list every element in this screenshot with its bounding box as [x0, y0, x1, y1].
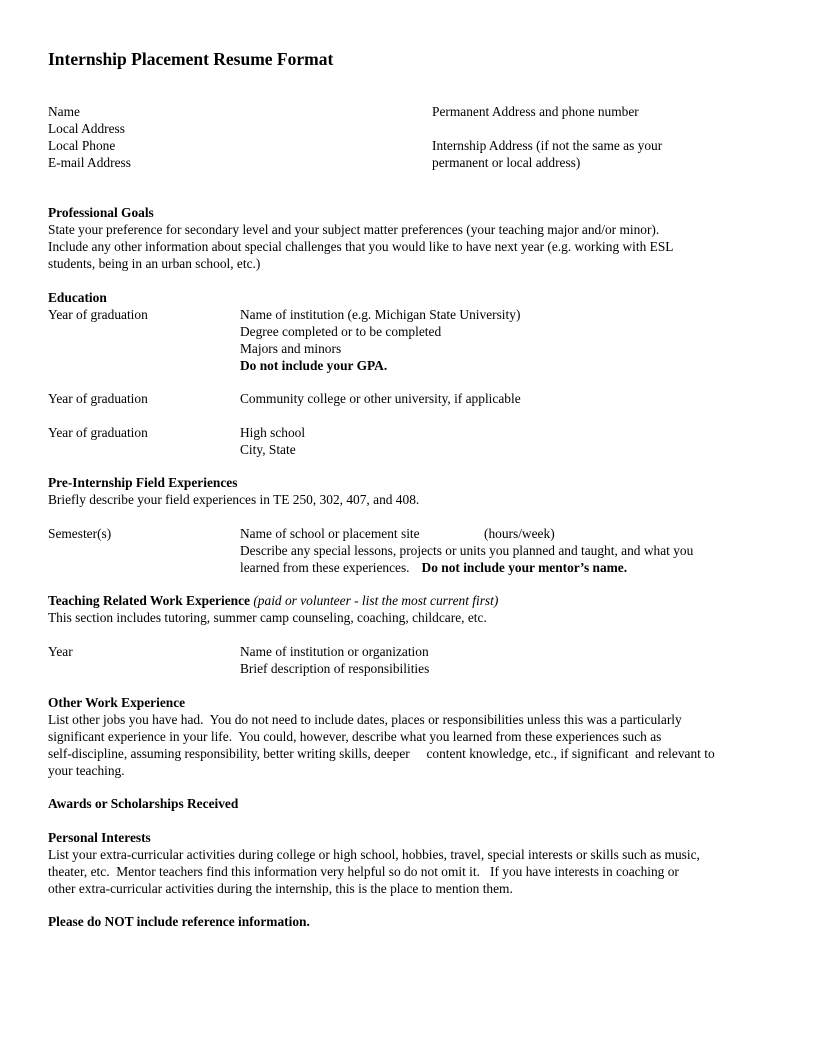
entry-label: Year of graduation — [48, 307, 148, 322]
detail-line: City, State — [240, 442, 296, 457]
entry-label: Year of graduation — [48, 425, 148, 440]
section-heading-line — [48, 592, 498, 609]
contact-right — [432, 103, 662, 171]
paragraph-line: State your preference for secondary level and your subject matter preferences (your teaching major and/or minor). — [48, 222, 660, 237]
internship-address-line2: permanent or local address) — [432, 155, 581, 170]
detail-line — [240, 559, 627, 576]
placement-site: Name of school or placement site — [240, 526, 420, 541]
section-field-experiences — [48, 474, 768, 574]
section-personal-interests — [48, 829, 700, 897]
paragraph-line: List your extra-curricular activities during college or high school, hobbies, travel, special interests or skills such as music, — [48, 847, 700, 862]
contact-left — [48, 103, 131, 171]
entry-details — [240, 424, 305, 458]
paragraph-line: students, being in an urban school, etc.) — [48, 256, 261, 271]
detail-line: Name of institution (e.g. Michigan State University) — [240, 307, 521, 322]
mentor-note: Do not include your mentor’s name. — [421, 560, 628, 575]
section-heading: Education — [48, 290, 107, 305]
permanent-address: Permanent Address and phone number — [432, 104, 639, 119]
section-heading: Personal Interests — [48, 830, 151, 845]
entry-details — [240, 306, 520, 374]
closing-note: Please do NOT include reference information. — [48, 914, 310, 929]
detail-text: learned from these experiences. — [240, 560, 410, 575]
section-heading: Pre-Internship Field Experiences — [48, 475, 238, 490]
paragraph-line: self-discipline, assuming responsibility, better writing skills, deeper content knowledge, etc., if significant and relevant to — [48, 746, 715, 761]
paragraph-line: List other jobs you have had. You do not need to include dates, places or responsibilities unless this was a particularly — [48, 712, 682, 727]
entry-label: Year of graduation — [48, 391, 148, 406]
document-title: Internship Placement Resume Format — [48, 49, 334, 69]
heading-note: (paid or volunteer - list the most current first) — [253, 593, 499, 608]
section-intro: This section includes tutoring, summer camp counseling, coaching, childcare, etc. — [48, 610, 487, 625]
section-other-work — [48, 694, 715, 779]
detail-line: Describe any special lessons, projects or units you planned and taught, and what you — [240, 543, 694, 558]
section-intro: Briefly describe your field experiences in TE 250, 302, 407, and 408. — [48, 492, 420, 507]
section-awards-heading: Awards or Scholarships Received — [48, 796, 239, 811]
contact-local-address: Local Address — [48, 121, 125, 136]
paragraph-line: theater, etc. Mentor teachers find this information very helpful so do not omit it. If you have interests in coaching or — [48, 864, 679, 879]
contact-local-phone: Local Phone — [48, 138, 116, 153]
entry-label: Semester(s) — [48, 526, 112, 541]
detail-line: Name of institution or organization — [240, 644, 429, 659]
gpa-note: Do not include your GPA. — [240, 358, 388, 373]
internship-address-line1: Internship Address (if not the same as your — [432, 138, 663, 153]
section-professional-goals — [48, 204, 673, 272]
detail-line: Degree completed or to be completed — [240, 324, 442, 339]
contact-name: Name — [48, 104, 80, 119]
section-heading: Other Work Experience — [48, 695, 186, 710]
paragraph-line: Include any other information about special challenges that you would like to have next year (e.g. working with ESL — [48, 239, 674, 254]
contact-email: E-mail Address — [48, 155, 131, 170]
entry-details — [240, 643, 429, 677]
detail-line: Majors and minors — [240, 341, 342, 356]
entry-label: Year — [48, 644, 73, 659]
paragraph-line: your teaching. — [48, 763, 125, 778]
detail-line: Community college or other university, if applicable — [240, 391, 521, 406]
section-teaching-work — [48, 592, 768, 682]
detail-line: Brief description of responsibilities — [240, 661, 430, 676]
paragraph-line: other extra-curricular activities during the internship, this is the place to mention them. — [48, 881, 513, 896]
section-heading: Professional Goals — [48, 205, 154, 220]
paragraph-line: significant experience in your life. You could, however, describe what you learned from these experiences such as — [48, 729, 662, 744]
hours-per-week: (hours/week) — [484, 526, 555, 541]
detail-line: High school — [240, 425, 306, 440]
section-education — [48, 289, 768, 459]
section-heading: Teaching Related Work Experience — [48, 593, 250, 608]
